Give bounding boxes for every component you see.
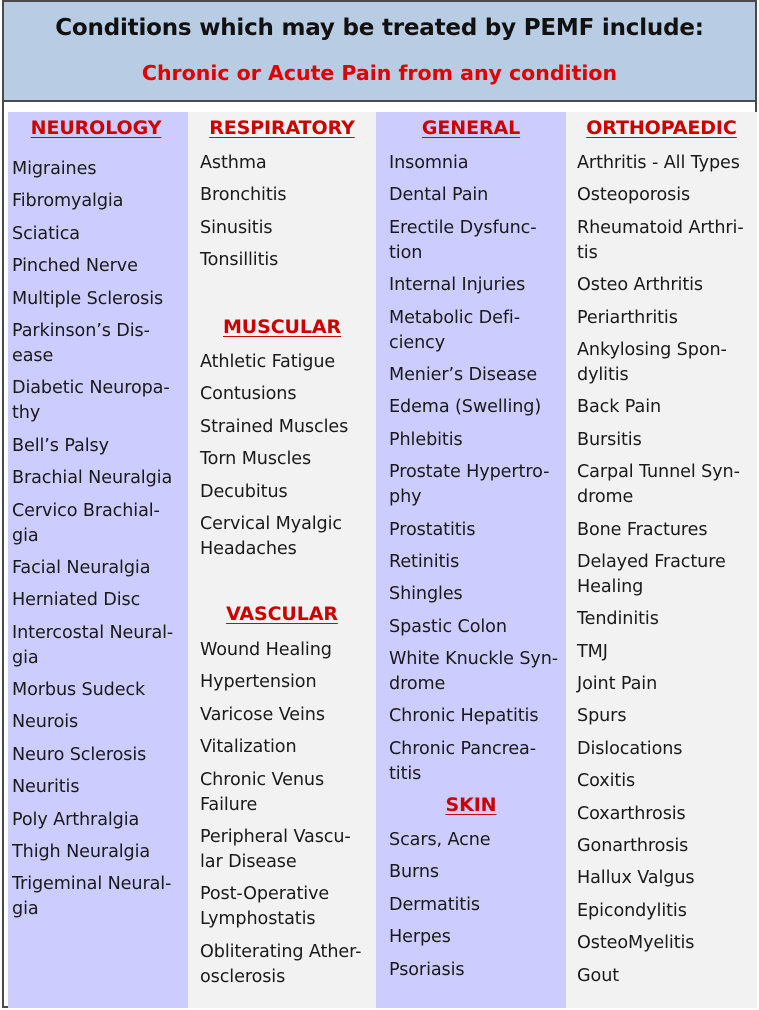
list-item-text: Strained Muscles [200, 416, 349, 437]
list-item [200, 638, 376, 663]
list-item-text: Facial Neuralgia [12, 557, 151, 578]
skin-list [376, 828, 566, 990]
list-item-text: Trigeminal Neural- [12, 874, 172, 895]
list-item-text: drome [389, 674, 446, 695]
list-item-text: titis [389, 763, 422, 784]
general-skin-column [376, 112, 566, 1008]
list-item [577, 395, 757, 420]
list-item-text: Chronic Venus [200, 769, 325, 790]
list-item [389, 958, 566, 983]
list-item-text: Chronic Pancrea- [389, 738, 536, 759]
list-item [200, 382, 376, 407]
list-item [12, 556, 188, 581]
list-item [12, 621, 188, 671]
vascular-list [188, 638, 376, 997]
list-item-text: osclerosis [200, 966, 286, 987]
list-item-text: Joint Pain [577, 674, 658, 695]
list-item-text: Vitalization [200, 737, 297, 758]
list-item [577, 550, 757, 600]
list-item-text: Bell’s Palsy [12, 435, 109, 456]
list-item-text: Morbus Sudeck [12, 680, 146, 701]
list-item-text: OsteoMyelitis [577, 933, 695, 954]
list-item-text: Psoriasis [389, 959, 465, 980]
list-item-text: Phlebitis [389, 429, 463, 450]
general-list [376, 151, 566, 794]
neurology-heading: NEUROLOGY [30, 117, 162, 139]
list-item-text: tion [389, 242, 423, 263]
list-item [389, 615, 566, 640]
list-item [389, 647, 566, 697]
list-item [200, 248, 376, 273]
list-item-text: Ankylosing Spon- [577, 339, 727, 360]
list-item-text: Retinitis [389, 551, 460, 572]
list-item [12, 434, 188, 459]
list-item [577, 338, 757, 388]
list-item-text: Gonarthrosis [577, 836, 689, 857]
list-item-text: Decubitus [200, 481, 288, 502]
list-item [200, 512, 376, 562]
list-item [577, 866, 757, 891]
list-item [389, 151, 566, 176]
list-item-text: Chronic Hepatitis [389, 706, 539, 727]
list-item [389, 395, 566, 420]
list-item [577, 183, 757, 208]
list-item-text: Epicondylitis [577, 900, 687, 921]
list-item [389, 428, 566, 453]
list-item-text: Tonsillitis [200, 250, 279, 271]
list-item-text: Menier’s Disease [389, 364, 538, 385]
list-item-text: Gout [577, 965, 620, 986]
list-item [12, 808, 188, 833]
list-item-text: Burns [389, 862, 439, 883]
list-item [200, 216, 376, 241]
list-item [389, 273, 566, 298]
list-item-text: Shingles [389, 584, 463, 605]
list-item [577, 518, 757, 543]
list-item [200, 882, 376, 932]
list-item-text: Herniated Disc [12, 590, 141, 611]
muscular-list [188, 350, 376, 569]
list-item-text: Sciatica [12, 223, 80, 244]
list-item-text: Thigh Neuralgia [12, 842, 151, 863]
list-item-text: Asthma [200, 153, 267, 173]
list-item-text: Prostatitis [389, 519, 476, 540]
list-item-text: Migraines [12, 159, 97, 179]
list-item-text: TMJ [577, 641, 608, 662]
list-item [12, 222, 188, 247]
neurology-list [8, 157, 188, 930]
list-item [200, 350, 376, 375]
list-item-text: lar Disease [200, 851, 297, 872]
list-item-text: phy [389, 487, 422, 508]
list-item [577, 460, 757, 510]
vascular-heading: VASCULAR [226, 603, 338, 625]
list-item [200, 735, 376, 760]
list-item [577, 704, 757, 729]
list-item [577, 151, 757, 176]
list-item-text: dylitis [577, 364, 629, 385]
list-item [12, 840, 188, 865]
list-item [389, 737, 566, 787]
list-item-text: Failure [200, 794, 258, 815]
list-item [200, 940, 376, 990]
list-item-text: gia [12, 899, 39, 920]
list-item [12, 678, 188, 703]
list-item [389, 550, 566, 575]
orthopaedic-list [566, 151, 757, 996]
list-item-text: Edema (Swelling) [389, 397, 542, 418]
list-item [577, 834, 757, 859]
header-banner [4, 2, 755, 102]
list-item-text: thy [12, 403, 41, 424]
list-item [12, 775, 188, 800]
list-item-text: Delayed Fracture [577, 551, 726, 572]
list-item [577, 964, 757, 989]
list-item [200, 480, 376, 505]
list-item-text: Dermatitis [389, 894, 480, 915]
list-item-text: Sinusitis [200, 217, 273, 238]
list-item [389, 893, 566, 918]
respiratory-list [188, 151, 376, 281]
list-item [389, 183, 566, 208]
list-item [577, 931, 757, 956]
list-item-text: Carpal Tunnel Syn- [577, 462, 740, 483]
list-item-text: Arthritis - All Types [577, 153, 740, 173]
list-item-text: tis [577, 242, 598, 263]
pemf-conditions-table [2, 0, 757, 1008]
list-item-text: ciency [389, 332, 446, 353]
list-item [577, 607, 757, 632]
list-item [577, 672, 757, 697]
list-item-text: Scars, Acne [389, 830, 491, 850]
list-item [12, 872, 188, 922]
skin-heading: SKIN [445, 794, 497, 816]
general-heading: GENERAL [421, 117, 521, 139]
list-item-text: Internal Injuries [389, 275, 526, 296]
list-item-text: Rheumatoid Arthri- [577, 217, 744, 238]
list-item-text: Healing [577, 576, 644, 597]
list-item [577, 802, 757, 827]
list-item-text: Neuritis [12, 777, 80, 798]
list-item-text: Coxarthrosis [577, 803, 686, 824]
list-item [200, 151, 376, 176]
list-item-text: Bronchitis [200, 185, 287, 206]
list-item [12, 376, 188, 426]
list-item [577, 737, 757, 762]
page-title: Conditions which may be treated by PEMF include: [55, 15, 704, 41]
list-item-text: Erectile Dysfunc- [389, 217, 537, 238]
list-item [12, 710, 188, 735]
list-item-text: Obliterating Ather- [200, 941, 362, 962]
list-item [12, 466, 188, 491]
list-item [12, 588, 188, 613]
list-item-text: Cervico Brachial- [12, 500, 160, 521]
list-item-text: Bone Fractures [577, 519, 708, 540]
list-item-text: Dental Pain [389, 185, 489, 206]
list-item [389, 860, 566, 885]
list-item-text: Pinched Nerve [12, 256, 138, 277]
list-item-text: Diabetic Neuropa- [12, 378, 170, 399]
orthopaedic-heading: ORTHOPAEDIC [586, 117, 737, 139]
list-item [577, 769, 757, 794]
list-item [389, 306, 566, 356]
list-item-text: Contusions [200, 384, 297, 405]
list-item [12, 743, 188, 768]
list-item [12, 254, 188, 279]
list-item-text: Bursitis [577, 429, 642, 450]
neurology-column [8, 112, 188, 1008]
list-item [12, 189, 188, 214]
list-item-text: drome [577, 487, 634, 508]
list-item-text: Neuro Sclerosis [12, 744, 147, 765]
list-item [200, 768, 376, 818]
list-item-text: Neurois [12, 712, 79, 733]
list-item-text: Multiple Sclerosis [12, 288, 164, 309]
list-item-text: Hypertension [200, 672, 317, 693]
respiratory-muscular-vascular-column [188, 112, 376, 1008]
list-item-text: Insomnia [389, 153, 469, 173]
list-item-text: gia [12, 525, 39, 546]
list-item [12, 157, 188, 182]
list-item-text: Headaches [200, 538, 297, 559]
list-item-text: Peripheral Vascu- [200, 826, 351, 847]
list-item [389, 828, 566, 853]
list-item [389, 925, 566, 950]
page-subtitle: Chronic or Acute Pain from any condition [141, 61, 618, 85]
list-item-text: Coxitis [577, 771, 636, 792]
list-item [577, 640, 757, 665]
list-item [389, 518, 566, 543]
list-item-text: Periarthritis [577, 307, 678, 328]
list-item [577, 273, 757, 298]
list-item-text: Hallux Valgus [577, 868, 695, 889]
list-item [389, 460, 566, 510]
list-item [389, 704, 566, 729]
list-item [200, 825, 376, 875]
list-item [389, 363, 566, 388]
list-item-text: Osteo Arthritis [577, 275, 703, 296]
list-item-text: White Knuckle Syn- [389, 649, 559, 670]
list-item [389, 216, 566, 266]
list-item [577, 899, 757, 924]
list-item [200, 703, 376, 728]
list-item-text: Prostate Hypertro- [389, 462, 550, 483]
list-item-text: Fibromyalgia [12, 191, 124, 212]
muscular-heading: MUSCULAR [222, 316, 342, 338]
list-item-text: Wound Healing [200, 640, 332, 660]
list-item-text: ease [12, 345, 54, 366]
list-item-text: Post-Operative [200, 884, 330, 905]
list-item-text: Intercostal Neural- [12, 622, 174, 643]
respiratory-heading: RESPIRATORY [209, 117, 355, 139]
list-item [200, 670, 376, 695]
list-item [389, 582, 566, 607]
list-item-text: Tendinitis [577, 609, 659, 630]
list-item-text: Parkinson’s Dis- [12, 320, 150, 341]
list-item-text: Metabolic Defi- [389, 307, 520, 328]
list-item-text: Dislocations [577, 738, 683, 759]
list-item-text: gia [12, 647, 39, 668]
list-item-text: Cervical Myalgic [200, 513, 342, 534]
list-item-text: Herpes [389, 927, 451, 948]
list-item-text: Brachial Neuralgia [12, 468, 173, 489]
list-item-text: Varicose Veins [200, 704, 325, 725]
list-item [577, 428, 757, 453]
list-item-text: Osteoporosis [577, 185, 691, 206]
list-item [200, 447, 376, 472]
list-item-text: Back Pain [577, 397, 662, 418]
list-item-text: Spurs [577, 706, 627, 727]
list-item [200, 415, 376, 440]
list-item-text: Lymphostatis [200, 909, 316, 930]
list-item-text: Spastic Colon [389, 616, 507, 637]
list-item [12, 319, 188, 369]
list-item [577, 306, 757, 331]
list-item [577, 216, 757, 266]
list-item-text: Athletic Fatigue [200, 352, 336, 372]
list-item [12, 287, 188, 312]
list-item-text: Poly Arthralgia [12, 809, 140, 830]
list-item [12, 499, 188, 549]
list-item-text: Torn Muscles [200, 449, 312, 470]
orthopaedic-column [566, 112, 757, 1008]
list-item [200, 183, 376, 208]
